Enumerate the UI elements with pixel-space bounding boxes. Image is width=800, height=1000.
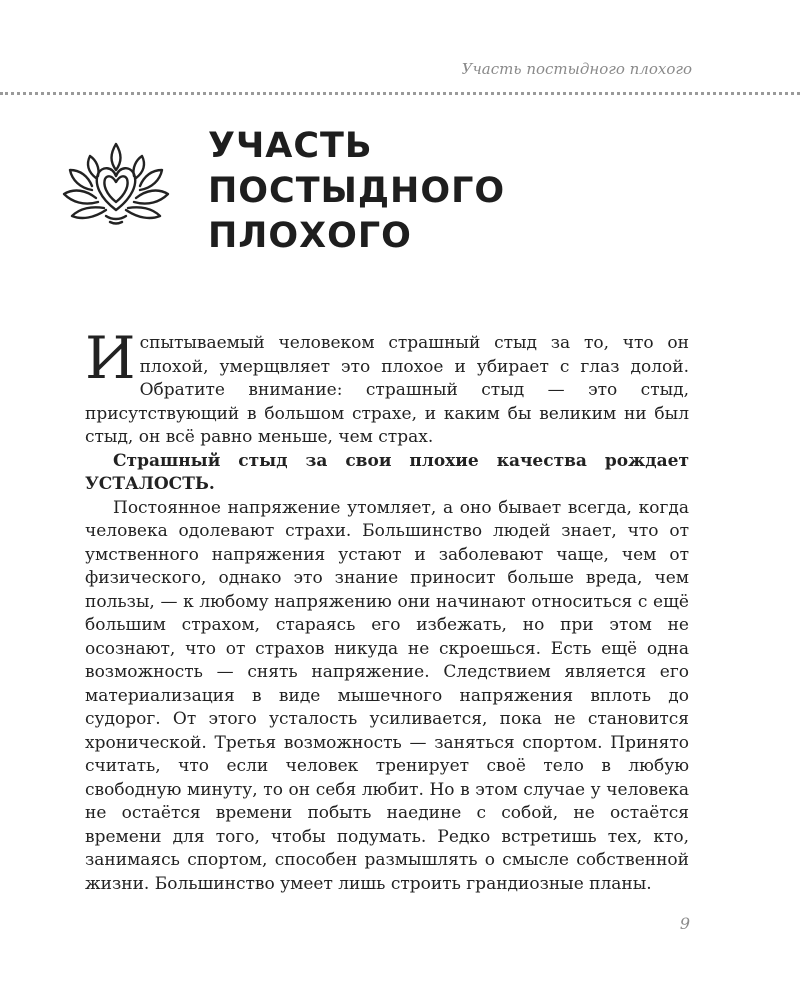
drop-cap: И: [85, 324, 136, 392]
paragraph-2-emphasis: Страшный стыд за свои плохие качества рождает УСТАЛОСТЬ.: [85, 450, 689, 494]
chapter-title: [208, 124, 505, 259]
chapter-title-line-1: УЧАСТЬ: [208, 126, 373, 166]
chapter-title-line-2: ПОСТЫДНОГО: [208, 171, 506, 211]
chapter-title-line-3: ПЛОХОГО: [208, 216, 412, 256]
paragraph-3: Постоянное напряжение утомляет, а оно бывает всегда, когда человека одолевают страхи. Большинство людей знает, что от умственного напряжения устают и заболевают чаще, чем от физического, однако это знание приносит больше вреда, чем пользы, — к любому напряжению они начинают относиться с ещё большим страхом, стараясь его избежать, но при этом не осознают, что от страхов никуда не скроешься. Есть ещё одна возможность — снять напряжение. Следствием является его материализация в виде мышечного напряжения вплоть до судорог. От этого усталость усиливается, пока не становится хронической. Третья возможность — заняться спортом. Принято считать, что если человек тренирует своё тело в любую свободную минуту, то он себя любит. Но в этом случае у человека не остаётся времени побыть наедине с собой, не остаётся времени для того, чтобы подумать. Редко встретишь тех, кто, занимаясь спортом, способен размышлять о смысле собственной жизни. Большинство умеет лишь строить грандиозные планы.: [85, 497, 689, 894]
page-number: 9: [679, 914, 690, 933]
paragraph-1-text: спытываемый человеком страшный стыд за то, что он плохой, умерщвляет это плохое и убирает с глаз долой. Обратите внимание: страшный стыд — это стыд, присутствующий в большом страхе, и каким бы великим ни был стыд, он всё равно меньше, чем страх.: [85, 333, 689, 447]
paragraph-1: [85, 324, 689, 450]
header-divider: [0, 92, 800, 95]
lotus-icon: [60, 140, 172, 226]
body-text: [85, 324, 689, 896]
running-head: Участь постыдного плохого: [461, 60, 692, 78]
